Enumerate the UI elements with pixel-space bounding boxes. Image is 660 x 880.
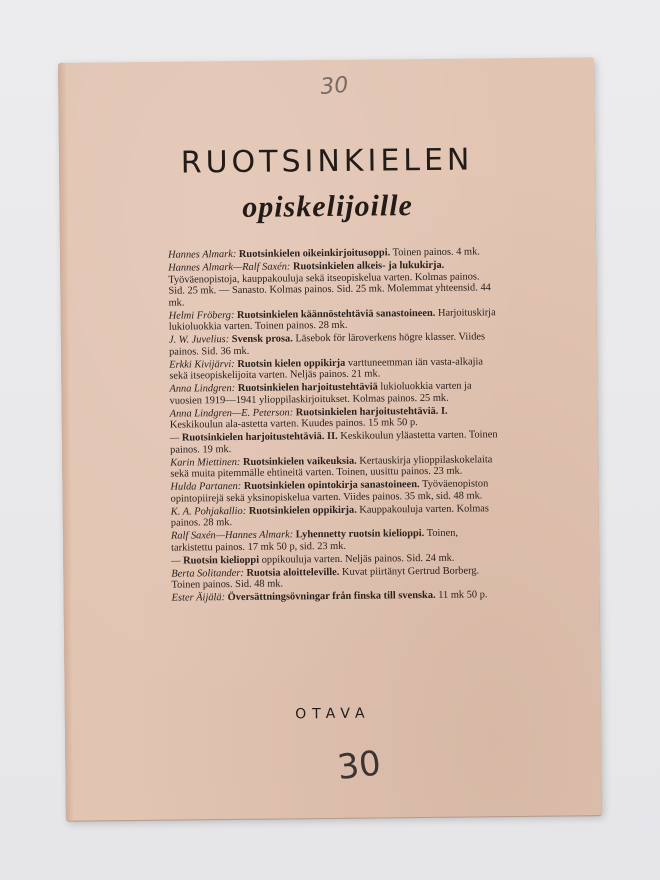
entry-details: Toinen, tarkistettu painos. 17 mk 50 p, sid. 23 mk. [171,527,459,554]
entry-details: Keskikoulun ala-astetta varten. Kuudes painos. 15 mk 50 p. [169,417,418,431]
entry-details: Toinen painos. 4 mk. [392,246,480,259]
entry-details: varttuneemman iän vasta-alkajia sekä itseopiskelijoita varten. Neljäs painos. 21 mk. [169,355,483,382]
entry-author: Hannes Almark: [168,248,237,261]
entry-details: Työväenopiston opintopiirejä sekä yksinopiskelua varten. Viides painos. 35 mk, sid. 48 mk. [170,478,489,505]
book-entry [170,454,500,480]
entry-author: Berta Solitander: [171,567,244,580]
book-entry [170,478,500,504]
pencil-mark-top: 30 [319,72,350,101]
entry-title: Ruotsinkielen alkeis- ja lukukirja. [292,259,445,273]
entry-author: K. A. Pohjakallio: [170,505,247,518]
publisher-name: OTAVA [295,705,371,723]
entry-author: Karin Miettinen: [170,456,241,469]
entry-author: Ralf Saxén—Hannes Almark: [170,529,294,542]
entry-author: Anna Lindgren—E. Peterson: [169,406,294,420]
entry-title: Ruotsinkielen harjoitustehtäviä [237,381,378,394]
entry-details: 11 mk 50 p. [438,589,488,601]
entry-details: Kertauskirja ylioppilaskokelaita sekä muita pitemmälle ehtineitä varten. Toinen, uusittu painos. 23 mk. [170,453,493,480]
book-entry [171,565,501,591]
book-entry [172,589,502,604]
book-list [168,246,502,605]
entry-details: oppikouluja varten. Neljäs painos. Sid. 24 mk. [261,552,455,566]
entry-details: lukioluokkia varten ja vuosien 1919—1941 ylioppilaskirjoitukset. Kolmas painos. 25 mk. [169,380,472,407]
entry-details: Kauppakouluja varten. Kolmas painos. 28 mk. [170,502,489,529]
cover-subtitle: opiskelijoille [242,189,414,224]
entry-title: Ruotsinkielen oikeinkirjoitusoppi. [238,247,391,260]
entry-details: Kuvat piirtänyt Gertrud Borberg. Toinen painos. Sid. 48 mk. [171,564,480,591]
entry-author: Hulda Partanen: [170,480,242,493]
book-back-cover [58,57,602,821]
entry-author: — [169,432,180,444]
book-entry [169,331,499,357]
entry-author: Ester Äijälä: [171,592,226,604]
entry-title: Ruotsinkielen käännöstehtäviä sanastoineen. [236,307,436,321]
book-entry [171,527,501,553]
book-entry [169,356,499,382]
entry-author: Erkki Kivijärvi: [169,358,235,371]
entry-details: Harjoituskirja lukioluokkia varten. Toinen painos. 28 mk. [168,306,496,333]
entry-details: Keskikoulun yläastetta varten. Toinen painos. 19 mk. [170,429,498,456]
entry-title: Ruotsin kielioppi [183,554,260,567]
entry-title: Ruotsin kielen oppikirja [237,357,346,370]
entry-author: Hannes Almark—Ralf Saxén: [168,261,291,274]
entry-author: — [171,555,181,567]
entry-title: Ruotsinkielen vaikeuksia. [242,455,357,468]
entry-details: Läsebok för läroverkens högre klasser. Viides painos. Sid. 36 mk. [169,331,486,358]
entry-title: Ruotsinkielen oppikirja. [248,504,357,517]
entry-title: Översättningsövningar från finska till svenska. [227,589,436,604]
entry-details: Työväenopistoja, kauppakouluja sekä itseopiskelua varten. Kolmas painos. Sid. 25 mk. — Sanasto. Kolmas painos. Sid. 25 mk. Molemmat yhteensid. 44 mk. [168,270,491,309]
entry-title: Ruotsia aloitteleville. [246,566,340,579]
entry-title: Lyhennetty ruotsin kielioppi. [295,528,425,541]
entry-title: Svensk prosa. [231,333,293,346]
entry-author: Helmi Fröberg: [168,309,235,322]
entry-title: Ruotsinkielen opintokirja sanastoineen. [243,479,420,492]
entry-author: J. W. Juvelius: [168,334,230,346]
book-entry [169,307,499,333]
book-entry [169,380,499,406]
book-entry [171,503,501,529]
book-entry [168,259,498,308]
entry-author: Anna Lindgren: [169,382,236,395]
entry-title: Ruotsinkielen harjoitustehtäviä. II. [181,430,338,444]
pencil-mark-bottom: 30 [335,743,383,789]
book-entry [170,429,500,455]
cover-title: RUOTSINKIELEN [180,142,474,181]
entry-title: Ruotsinkielen harjoitustehtäviä. I. [295,405,448,418]
book-entry [170,405,500,431]
